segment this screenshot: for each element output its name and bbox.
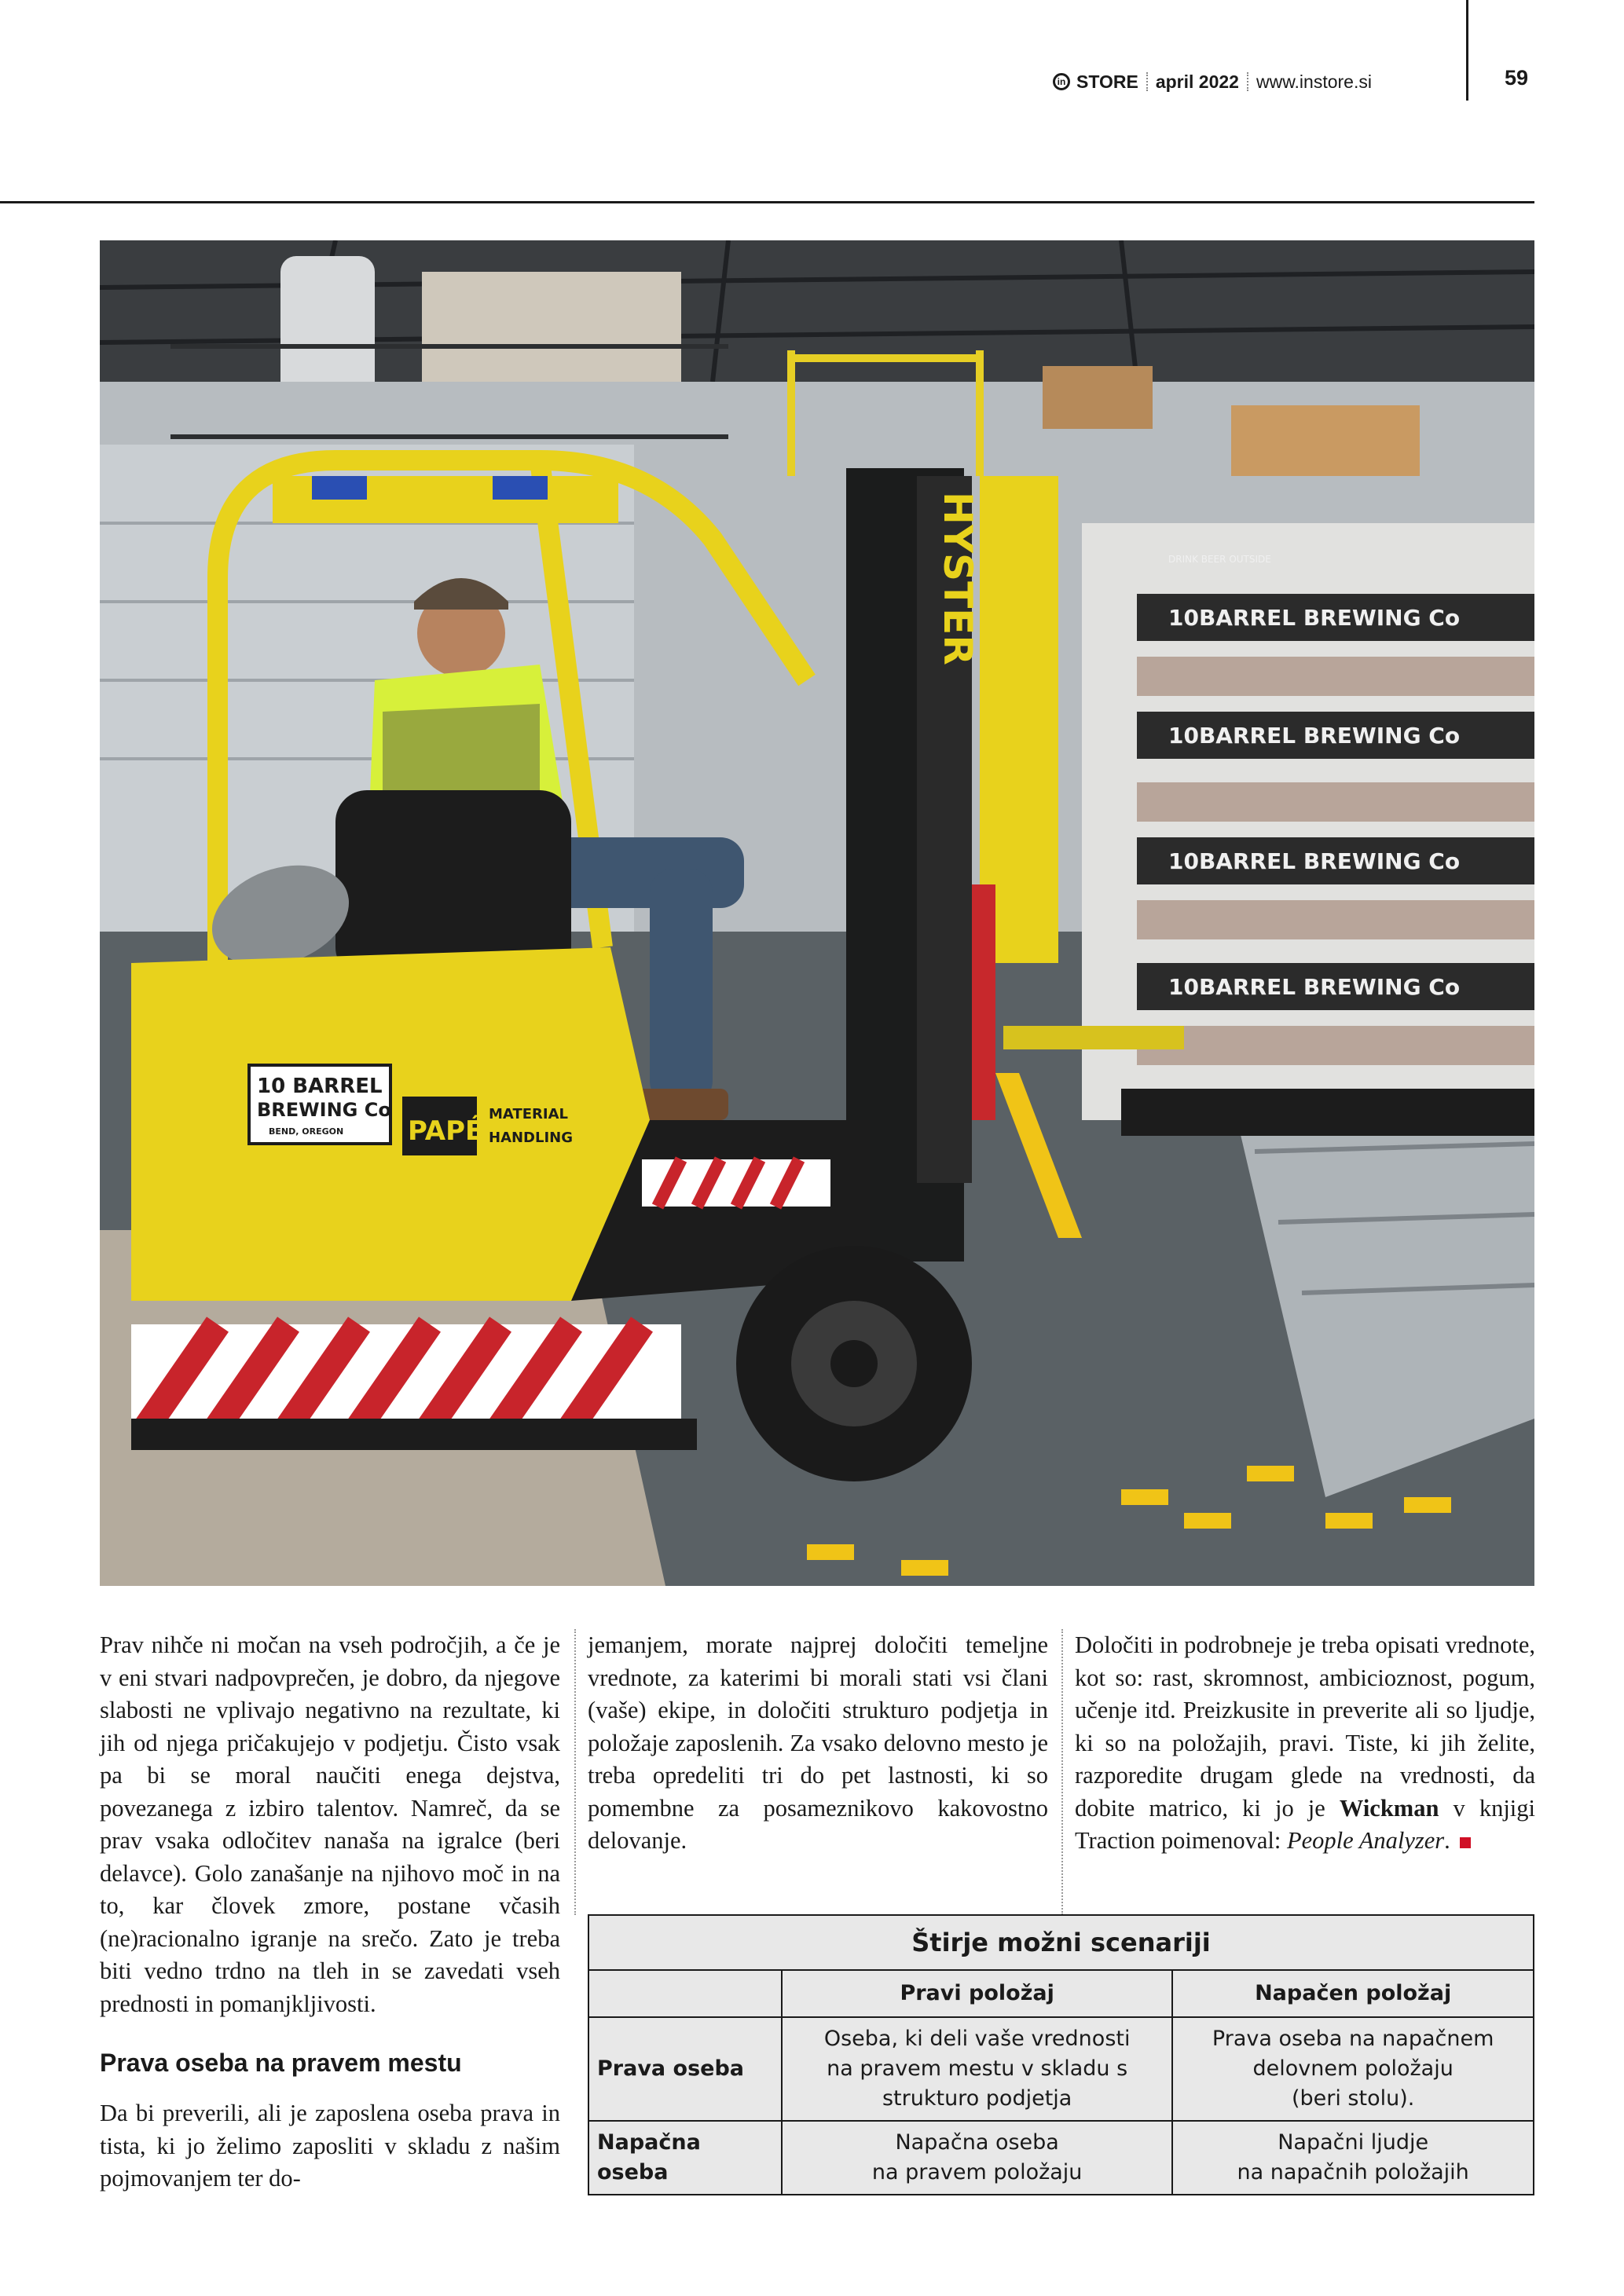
issue-date: april 2022 xyxy=(1155,71,1239,92)
cell-line: (beri stolu). xyxy=(1291,2086,1415,2111)
article-column-2 xyxy=(588,1629,1048,1858)
model-label: HYSTER40 xyxy=(312,1263,522,1305)
cell-line: strukturo podjetja xyxy=(882,2086,1072,2111)
column-header-right-position: Pravi položaj xyxy=(782,1970,1172,2017)
paragraph xyxy=(1075,1629,1535,1858)
page-header xyxy=(1053,66,1372,97)
pape-logo-text: PAPÉ xyxy=(408,1115,484,1147)
table-cell xyxy=(1172,2017,1534,2121)
page-number: 59 xyxy=(1505,66,1529,90)
pallet-label-text: 10BARREL BREWING Co xyxy=(1168,974,1461,1000)
cell-line: na napačnih položajih xyxy=(1237,2160,1469,2184)
brand-name: STORE xyxy=(1076,71,1138,92)
mast-brand-text: HYSTER xyxy=(935,492,981,665)
table-corner-cell xyxy=(588,1970,782,2017)
pallet-sub-text: DRINK BEER OUTSIDE xyxy=(1168,554,1271,565)
book-concept: People Analyzer xyxy=(1286,1827,1445,1854)
cell-line: na pravem položaju xyxy=(871,2160,1083,2184)
pallet-label-text: 10BARREL BREWING Co xyxy=(1168,723,1461,749)
header-divider xyxy=(1466,0,1468,101)
table-row xyxy=(588,2121,1534,2195)
table-cell xyxy=(782,2017,1172,2121)
in-logo-icon: in xyxy=(1053,73,1070,90)
pallet-label-text: 10BARREL BREWING Co xyxy=(1168,848,1461,874)
table-row xyxy=(588,2017,1534,2121)
author-name: Wickman xyxy=(1339,1794,1439,1822)
scenario-table xyxy=(588,1914,1534,2195)
decal-line-3: BEND, OREGON xyxy=(269,1126,344,1137)
cell-line: Oseba, ki deli vaše vrednosti xyxy=(823,2027,1131,2051)
forklift-photo xyxy=(100,240,1534,1586)
table-title: Štirje možni scenariji xyxy=(588,1915,1534,1970)
website-link[interactable]: www.instore.si xyxy=(1256,71,1372,92)
decal-line-1: 10 BARREL xyxy=(257,1075,383,1098)
text-run: Določiti in podrobneje je treba opisati vrednote, kot so: rast, skromnost, ambicioznost, pogum, učenje itd. Preizkusite in preverite ali so ljudje, ki so na položajih, pravi. Tiste, ki jih želite, razporedite drugam glede na vrednosti, da dobite matrico, ki jo je xyxy=(1075,1631,1535,1822)
cell-line: na pravem mestu v skladu s xyxy=(827,2056,1128,2081)
article-column-3 xyxy=(1075,1629,1535,1858)
table-cell xyxy=(1172,2121,1534,2195)
paragraph: Da bi preverili, ali je zaposlena oseba prava in tista, ki jo želimo zaposliti v skladu z našim pojmovanjem ter do- xyxy=(100,2100,560,2192)
header-separator xyxy=(1247,72,1248,91)
column-divider xyxy=(1061,1629,1063,1915)
cell-line: Prava oseba na napačnem xyxy=(1212,2027,1494,2051)
decal-line-2: BREWING Co xyxy=(257,1099,391,1121)
header-separator xyxy=(1146,72,1148,91)
table-cell xyxy=(782,2121,1172,2195)
pallet-label-text: 10BARREL BREWING Co xyxy=(1168,605,1461,631)
brand xyxy=(1053,71,1138,93)
text-run: . xyxy=(1444,1827,1450,1854)
row-header-wrong-person: Napačna oseba xyxy=(588,2121,782,2195)
cell-line: delovnem položaju xyxy=(1252,2056,1454,2081)
column-divider xyxy=(574,1629,576,1915)
text-run: v knjigi Traction poimenoval: xyxy=(1075,1794,1535,1854)
end-of-article-mark xyxy=(1460,1837,1471,1848)
paragraph: jemanjem, morate najprej določiti temeljne vrednote, za katerimi bi morali stati vsi člani (vaše) ekipe, in določiti strukturo podjetja in položaje zaposlenih. Za vsako delovno mesto je treba opredeliti tri do pet lastnosti, ki so pomembne za posameznikovo kakovostno delovanje. xyxy=(588,1631,1048,1854)
article-column-1 xyxy=(100,1629,560,2195)
pape-sub-2: HANDLING xyxy=(489,1130,574,1146)
cell-line: Napačna oseba xyxy=(895,2130,1059,2155)
pape-sub-1: MATERIAL xyxy=(489,1106,568,1122)
column-header-wrong-position: Napačen položaj xyxy=(1172,1970,1534,2017)
header-rule xyxy=(0,201,1534,203)
row-header-right-person: Prava oseba xyxy=(588,2017,782,2121)
paragraph: Prav nihče ni močan na vseh področjih, a če je v eni stvari nadpovprečen, je dobro, da njegove slabosti ne vplivajo negativno na rezultate, ki jih od njega pričakujejo v podjetju. Čisto vsak pa bi se moral naučiti enega dejstva, povezanega z izbiro talentov. Namreč, da se prav vsaka odločitev nanaša na igralce (beri delavce). Golo zanašanje na njihovo moč in na to, kar človek zmore, postane včasih (ne)racionalno igranje na srečo. Zato je treba biti vedno trdno na tleh in se zavedati vseh prednosti in pomanjkljivosti. xyxy=(100,1631,560,2017)
cell-line: Napačni ljudje xyxy=(1278,2130,1429,2155)
section-subheading: Prava oseba na pravem mestu xyxy=(100,2049,462,2077)
